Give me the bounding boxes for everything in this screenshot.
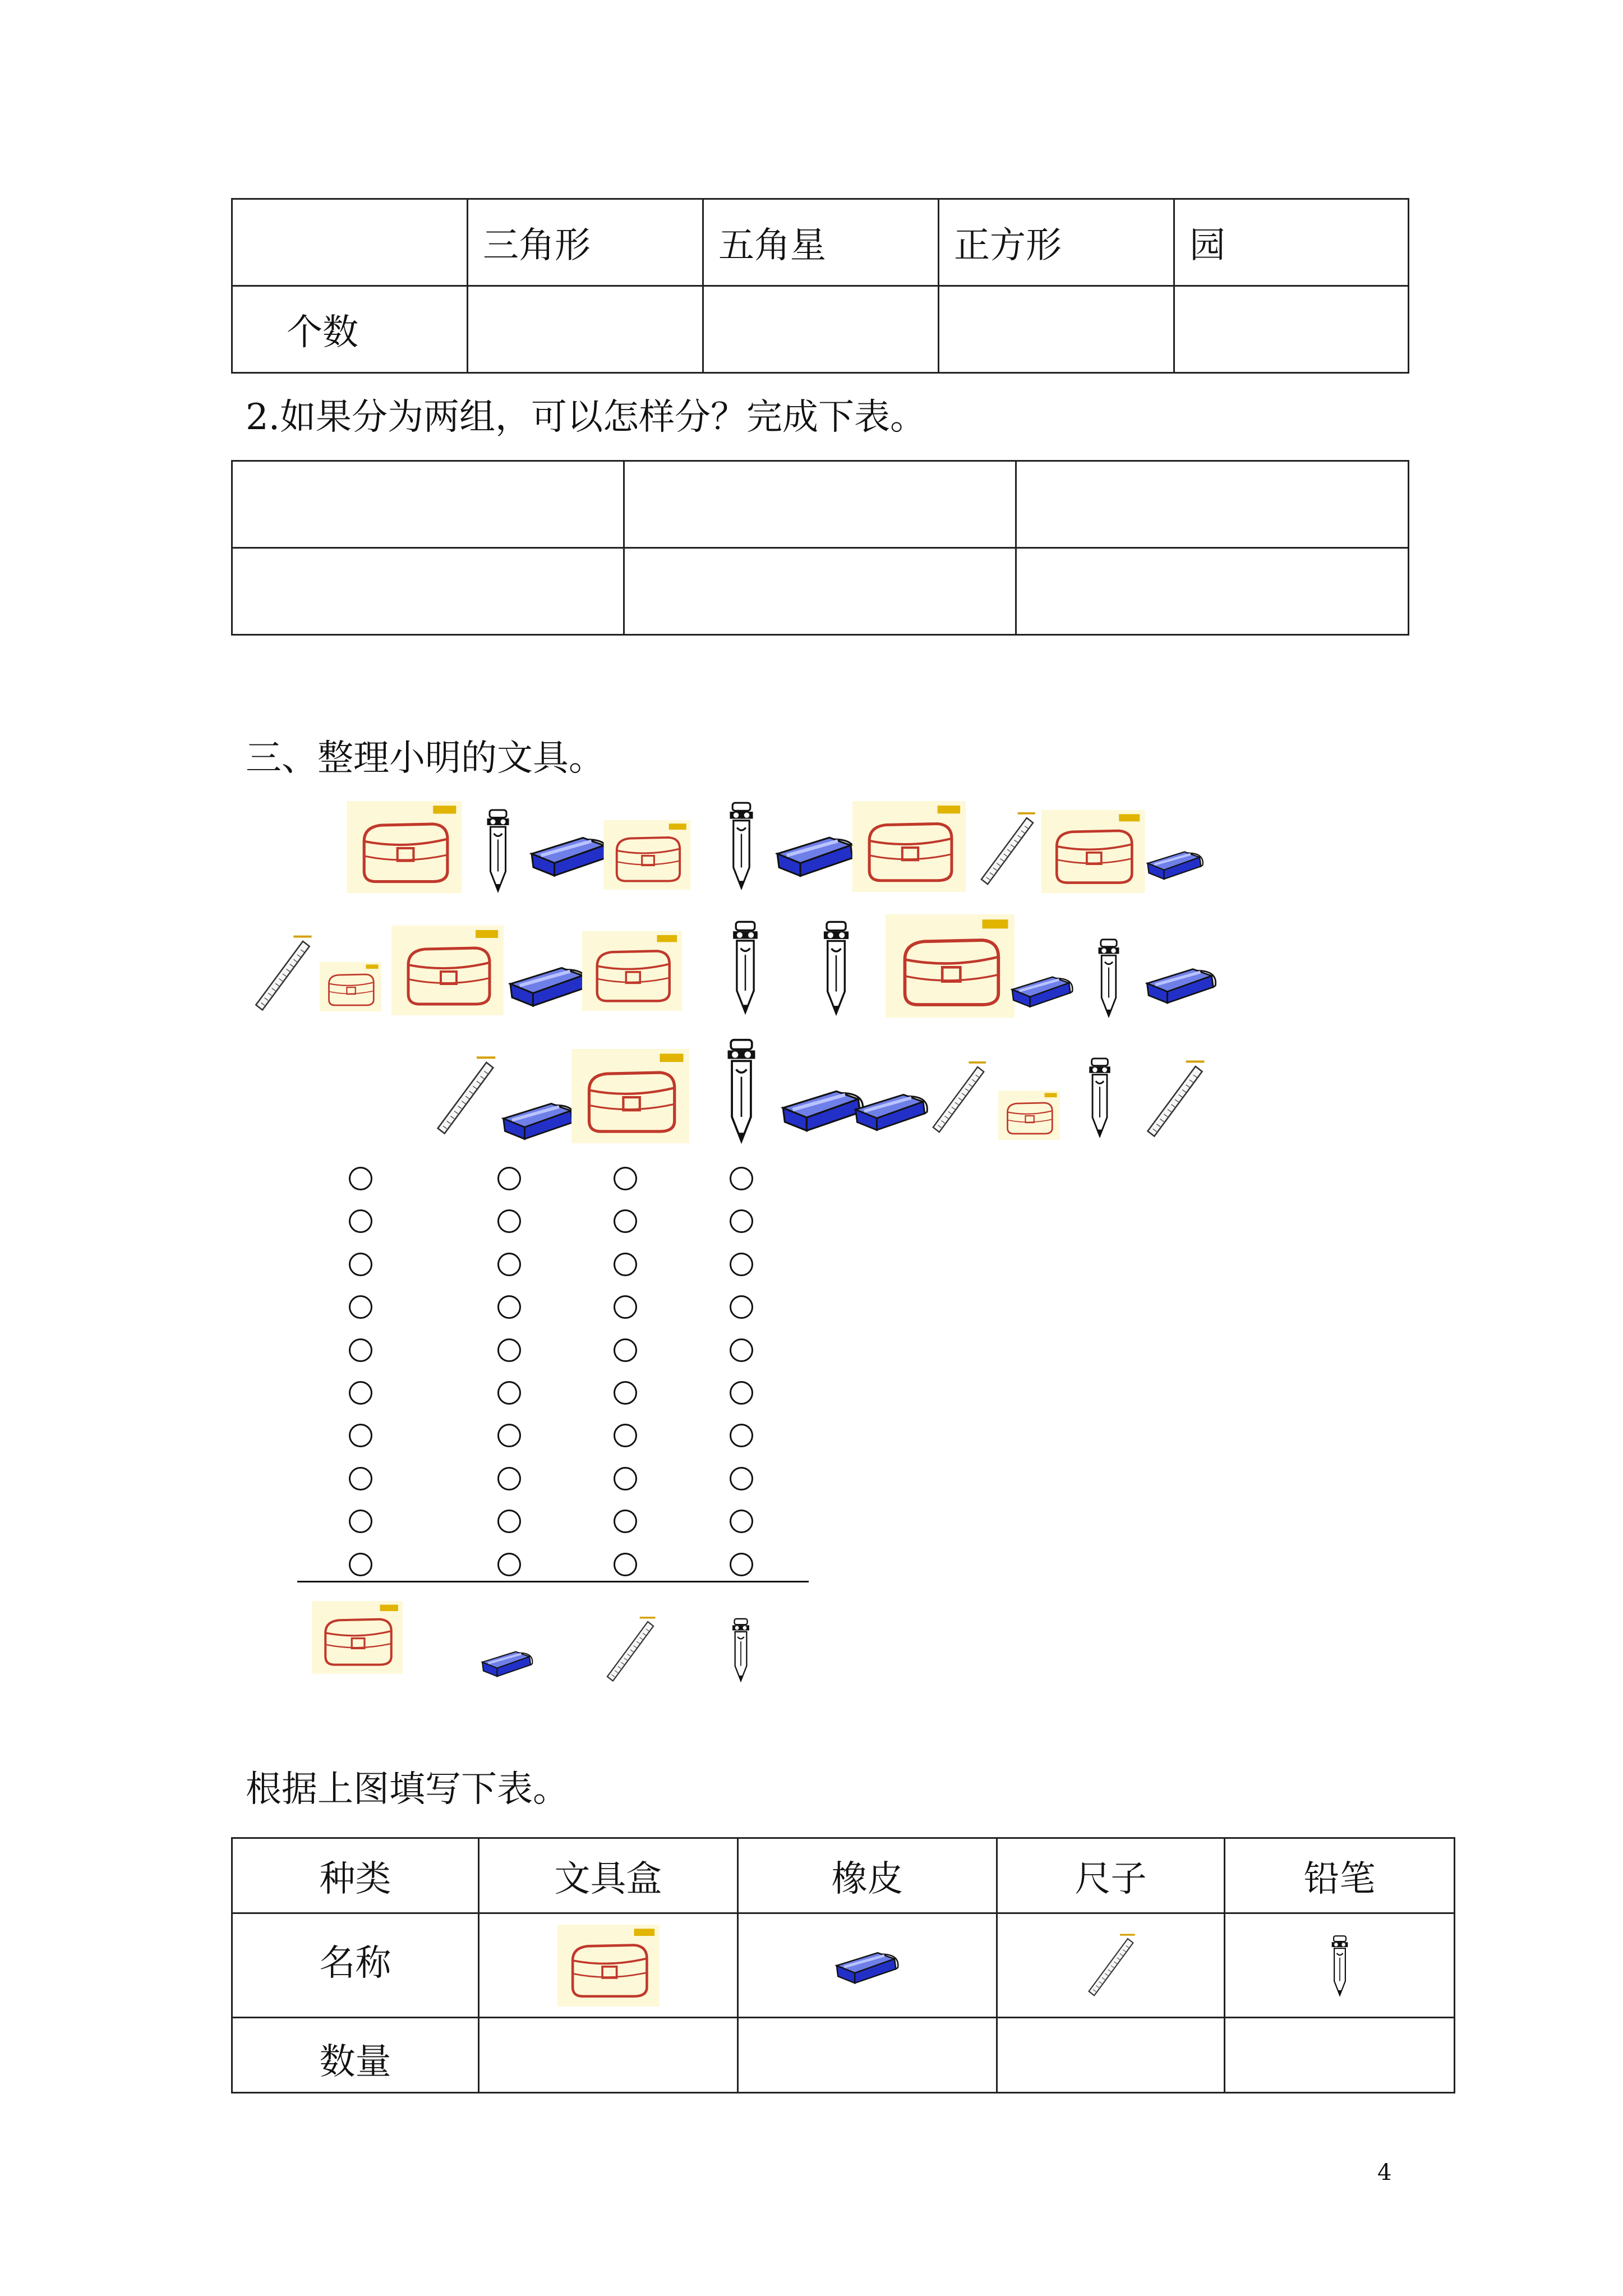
tally-circle[interactable] bbox=[349, 1381, 372, 1405]
pencil-icon bbox=[481, 806, 515, 895]
grouping-cell[interactable] bbox=[624, 548, 1016, 635]
tally-circle[interactable] bbox=[349, 1253, 372, 1276]
grouping-cell[interactable] bbox=[1016, 461, 1409, 548]
pencil-box-icon bbox=[599, 820, 695, 890]
stationery-table bbox=[231, 1837, 1455, 2093]
tally-circle[interactable] bbox=[730, 1424, 753, 1447]
table1-row-label: 个数 bbox=[232, 286, 468, 373]
pencil-box-icon bbox=[582, 926, 682, 1016]
eraser-icon bbox=[507, 954, 591, 1014]
tally-circle[interactable] bbox=[349, 1338, 372, 1362]
table1-cell[interactable] bbox=[939, 286, 1174, 373]
tally-circle[interactable] bbox=[614, 1424, 637, 1447]
table3-header-ruler: 尺子 bbox=[997, 1838, 1225, 1913]
tally-circle[interactable] bbox=[614, 1338, 637, 1362]
pencil-box-icon bbox=[312, 1591, 403, 1684]
table3-qty-cell[interactable] bbox=[1225, 2018, 1455, 2093]
ruler-icon bbox=[432, 1049, 499, 1143]
table1-header-triangle: 三角形 bbox=[468, 199, 703, 286]
tally-circle[interactable] bbox=[730, 1338, 753, 1362]
tally-circle[interactable] bbox=[497, 1424, 521, 1447]
eraser-icon bbox=[1144, 953, 1219, 1014]
tally-circle[interactable] bbox=[614, 1553, 637, 1576]
ruler-icon bbox=[250, 931, 315, 1016]
eraser-icon bbox=[1009, 965, 1076, 1014]
tally-circle[interactable] bbox=[497, 1553, 521, 1576]
table3-qty-cell[interactable] bbox=[479, 2018, 738, 2093]
tally-circle[interactable] bbox=[730, 1381, 753, 1405]
tally-circle[interactable] bbox=[614, 1510, 637, 1533]
pencil-box-icon bbox=[345, 801, 463, 893]
tally-circle[interactable] bbox=[497, 1253, 521, 1276]
pencil-box-icon bbox=[387, 926, 508, 1015]
table1-header-star: 五角星 bbox=[703, 199, 939, 286]
tally-circle[interactable] bbox=[497, 1510, 521, 1533]
pencil-box-icon bbox=[993, 1091, 1066, 1140]
tally-circle[interactable] bbox=[349, 1209, 372, 1233]
question-2: 2.如果分为两组，可以怎样分？完成下表。 bbox=[246, 397, 926, 438]
pencil-icon bbox=[725, 920, 766, 1014]
ruler-icon bbox=[1142, 1057, 1208, 1142]
table3-name-cell bbox=[997, 1913, 1225, 2018]
table3-name-cell bbox=[1225, 1913, 1455, 2018]
tally-circle[interactable] bbox=[614, 1253, 637, 1276]
tally-circle[interactable] bbox=[730, 1209, 753, 1233]
ruler-icon bbox=[928, 1056, 989, 1140]
tally-circle[interactable] bbox=[497, 1295, 521, 1319]
table1-header-circle: 园 bbox=[1174, 199, 1409, 286]
pencil-box-icon bbox=[879, 914, 1021, 1018]
tally-circle[interactable] bbox=[614, 1467, 637, 1490]
table1-cell[interactable] bbox=[468, 286, 703, 373]
tally-circle[interactable] bbox=[730, 1295, 753, 1319]
ruler-icon bbox=[602, 1613, 658, 1686]
table3-name-cell bbox=[738, 1913, 997, 2018]
pencil-box-icon bbox=[850, 801, 968, 892]
shape-count-table bbox=[231, 198, 1409, 374]
tally-circle[interactable] bbox=[614, 1295, 637, 1319]
tally-circle[interactable] bbox=[497, 1381, 521, 1405]
tally-circle[interactable] bbox=[497, 1167, 521, 1190]
tally-circle[interactable] bbox=[349, 1467, 372, 1490]
pencil-box-icon bbox=[571, 1049, 690, 1143]
tally-circle[interactable] bbox=[349, 1424, 372, 1447]
table1-header-empty bbox=[232, 199, 468, 286]
grouping-cell[interactable] bbox=[232, 548, 624, 635]
tally-circle[interactable] bbox=[730, 1167, 753, 1190]
section-3-title: 三、整理小明的文具。 bbox=[246, 738, 605, 779]
tally-circle[interactable] bbox=[730, 1253, 753, 1276]
tally-circle[interactable] bbox=[497, 1467, 521, 1490]
eraser-icon bbox=[500, 1094, 579, 1143]
eraser-icon bbox=[774, 825, 859, 883]
tally-circle[interactable] bbox=[614, 1209, 637, 1233]
table3-header-pencil: 铅笔 bbox=[1225, 1838, 1455, 1913]
tally-circle[interactable] bbox=[730, 1467, 753, 1490]
ruler-icon bbox=[976, 810, 1039, 889]
tally-circle[interactable] bbox=[497, 1338, 521, 1362]
chart-baseline bbox=[297, 1581, 809, 1582]
tally-circle[interactable] bbox=[349, 1295, 372, 1319]
grouping-cell[interactable] bbox=[1016, 548, 1409, 635]
eraser-icon bbox=[834, 1940, 901, 1991]
table3-qty-cell[interactable] bbox=[738, 2018, 997, 2093]
pencil-icon bbox=[815, 920, 857, 1015]
pencil-icon bbox=[1081, 1057, 1118, 1138]
pencil-box-icon bbox=[554, 1925, 663, 2007]
tally-circle[interactable] bbox=[349, 1167, 372, 1190]
table3-header-pencil-box: 文具盒 bbox=[479, 1838, 738, 1913]
pencil-icon bbox=[721, 801, 762, 890]
tally-circle[interactable] bbox=[349, 1510, 372, 1533]
fill-instruction: 根据上图填写下表。 bbox=[246, 1769, 569, 1810]
table1-cell[interactable] bbox=[703, 286, 939, 373]
pencil-icon bbox=[1327, 1932, 1352, 1999]
page-number: 4 bbox=[1377, 2160, 1392, 2185]
table3-header-eraser: 橡皮 bbox=[738, 1838, 997, 1913]
eraser-icon bbox=[1145, 841, 1206, 885]
pencil-icon bbox=[720, 1038, 763, 1143]
tally-circle[interactable] bbox=[497, 1209, 521, 1233]
tally-circle[interactable] bbox=[349, 1553, 372, 1576]
grouping-cell[interactable] bbox=[624, 461, 1016, 548]
table3-qty-label: 数量 bbox=[232, 2018, 479, 2093]
eraser-icon bbox=[480, 1640, 535, 1684]
tally-circle[interactable] bbox=[614, 1381, 637, 1405]
grouping-table bbox=[231, 460, 1409, 636]
table3-name-label: 名称 bbox=[232, 1913, 479, 2018]
table1-header-square: 正方形 bbox=[939, 199, 1174, 286]
table3-qty-cell[interactable] bbox=[997, 2018, 1225, 2093]
tally-circle[interactable] bbox=[730, 1510, 753, 1533]
table1-cell[interactable] bbox=[1174, 286, 1409, 373]
table3-name-cell bbox=[479, 1913, 738, 2018]
table3-header-kind: 种类 bbox=[232, 1838, 479, 1913]
tally-circle[interactable] bbox=[614, 1167, 637, 1190]
pencil-icon bbox=[728, 1613, 754, 1686]
tally-circle[interactable] bbox=[730, 1553, 753, 1576]
pencil-box-icon bbox=[1041, 810, 1145, 893]
pencil-box-icon bbox=[320, 960, 381, 1013]
eraser-icon bbox=[852, 1079, 931, 1140]
pencil-icon bbox=[1090, 938, 1127, 1018]
ruler-icon bbox=[1084, 1931, 1138, 2000]
grouping-cell[interactable] bbox=[232, 461, 624, 548]
